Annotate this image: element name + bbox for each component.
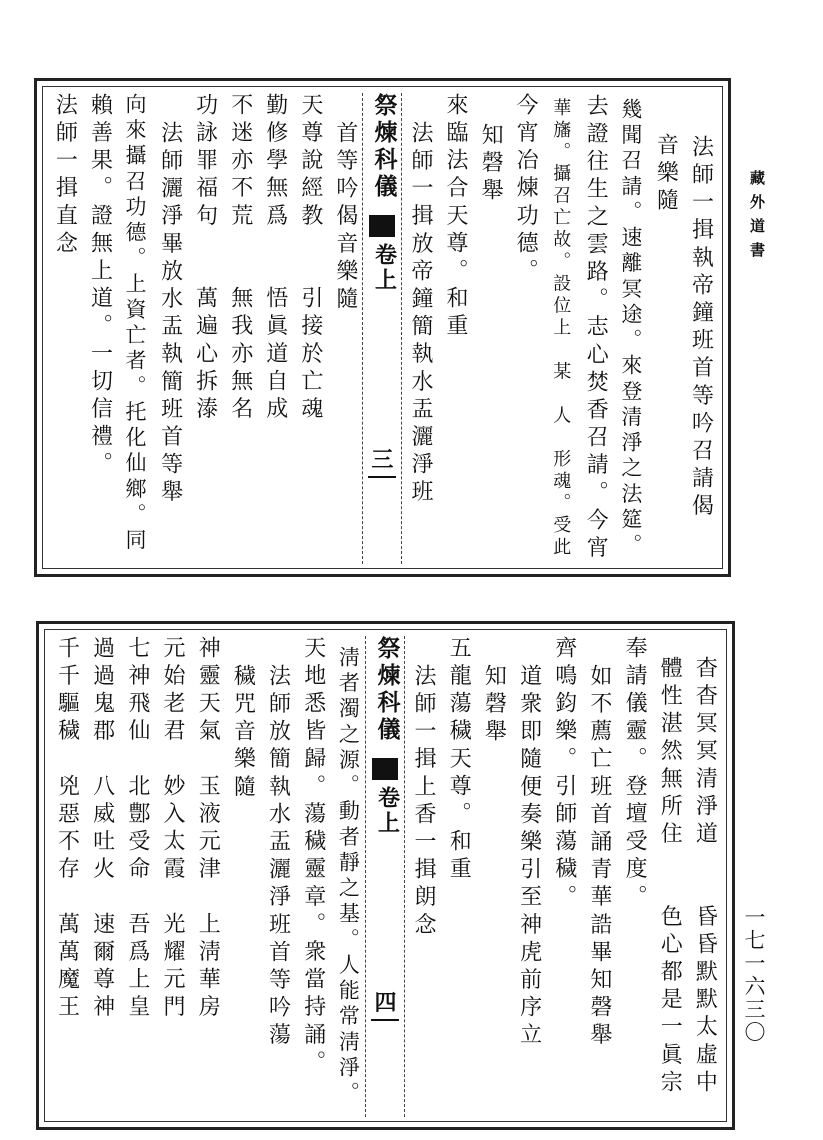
text-column: 穢咒音樂隨	[230, 664, 256, 802]
text-column: 法師一揖直念	[52, 93, 78, 259]
text-column: 法師一揖執帝鐘班首等吟召請偈	[688, 135, 714, 522]
text-column: 賴善果。證無上道。一切信禮。	[87, 93, 113, 480]
text-column: 音樂隨	[653, 133, 679, 216]
spine-volume: 卷上	[371, 243, 398, 293]
spine-title: 祭煉科儀	[373, 636, 401, 744]
text-column: 千千驅穢 兇惡不存 萬萬魔王	[54, 636, 80, 1023]
text-column: 今宵冶煉功德。	[513, 93, 539, 287]
text-column: 法師灑淨畢放水盂執簡班首等舉	[157, 121, 183, 508]
text-column: 體性湛然無所住 色心都是一眞宗	[657, 655, 683, 1098]
text-column: 幾聞召請。速離冥途。來登清淨之法筵。	[618, 97, 643, 560]
folio-spine	[362, 93, 402, 564]
page-number: 一七一六三〇	[742, 906, 766, 1044]
text-column: 齊鳴鈞樂。引師蕩穢。	[551, 636, 577, 912]
text-column: 勤修學無爲 悟眞道自成	[262, 93, 288, 425]
bottom-page-panel	[36, 621, 735, 1130]
fishtail-mark	[369, 215, 395, 237]
side-title: 藏外道書	[748, 170, 766, 266]
spine-volume: 卷上	[374, 786, 401, 836]
text-column: 過過鬼郡 八威吐火 速爾尊神	[89, 636, 115, 1023]
text-column: 去證往生之雲路。志心焚香召請。今宵	[583, 93, 609, 564]
text-column: 法師一揖放帝鐘簡執水盂灑淨班	[407, 121, 433, 508]
text-column: 道衆即隨便奏樂引至神虎前序立	[516, 664, 542, 1051]
text-column: 杳杳冥冥清淨道 昏昏默默太虛中	[692, 655, 718, 1098]
text-column: 奉請儀靈。登壇受度。	[622, 636, 648, 912]
text-column: 華旛。攝召亡故。設位上 某 人 形魂。受此	[550, 97, 572, 560]
text-column: 向來攝召功德。上資亡者。托化仙鄉。同	[123, 93, 148, 555]
text-column: 知磬舉	[481, 664, 507, 747]
spine-leaf-number: 四	[371, 986, 399, 1021]
text-column: 法師放簡執水盂灑淨班首等吟蕩	[265, 664, 291, 1051]
spine-title: 祭煉科儀	[370, 93, 398, 201]
bottom-text-columns	[49, 636, 722, 1117]
text-column: 功詠罪福句 萬遍心拆溙	[192, 93, 218, 425]
top-text-columns	[47, 93, 718, 564]
text-column: 知磬舉	[478, 123, 504, 206]
text-column: 元始老君 妙入太霞 光耀元門	[160, 636, 186, 1023]
text-column: 天地悉皆歸。蕩穢靈章。衆當持誦。	[300, 636, 326, 1078]
text-column: 天尊說經教 引接於亡魂	[297, 93, 323, 425]
top-page-panel	[34, 78, 731, 577]
text-column: 如不薦亡班首誦青華誥畢知磬舉	[586, 664, 612, 1051]
text-column: 不迷亦不荒 無我亦無名	[227, 93, 253, 425]
text-column: 來臨法合天尊。和重	[443, 93, 469, 342]
spine-leaf-number: 三	[368, 443, 396, 478]
text-column: 五龍蕩穢天尊。和重	[446, 636, 472, 885]
folio-spine	[365, 636, 405, 1117]
text-column: 七神飛仙 北鄷受命 吾爲上皇	[124, 636, 150, 1023]
fishtail-mark	[372, 758, 398, 780]
text-column: 神靈天氣 玉液元津 上淸華房	[195, 636, 221, 1023]
text-column: 淸者濁之源。動者靜之基。人能常淸淨。	[336, 645, 361, 1108]
text-column: 首等吟偈音樂隨	[332, 121, 358, 315]
text-column: 法師一揖上香一揖朗念	[411, 664, 437, 940]
